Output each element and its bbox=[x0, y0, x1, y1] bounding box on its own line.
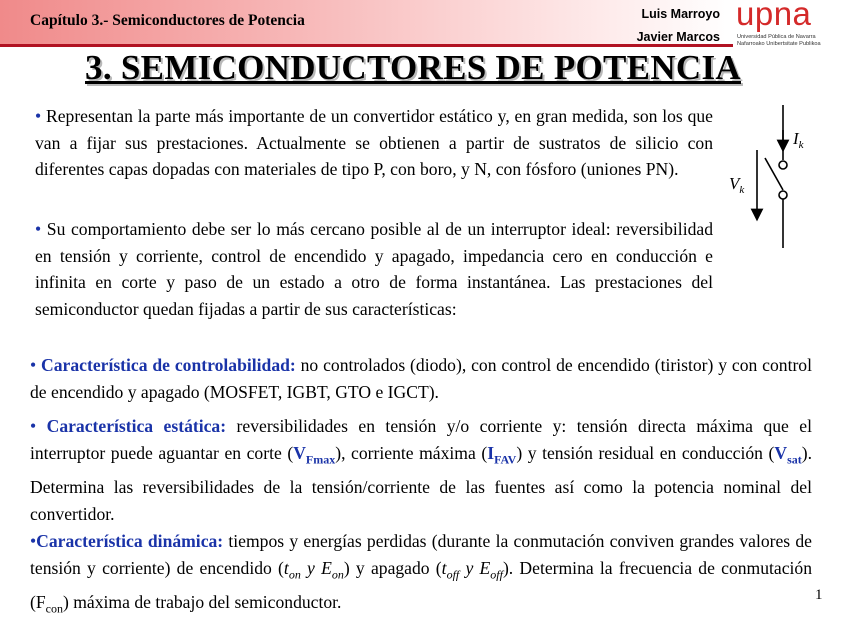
bullet-icon: • bbox=[30, 355, 37, 375]
page-number: 1 bbox=[815, 587, 823, 603]
current-label: $I_k$ bbox=[793, 129, 804, 151]
controlabilidad-label: Característica de controlabilidad: bbox=[41, 355, 296, 375]
upna-logo bbox=[736, 0, 848, 48]
switch-contact-top bbox=[779, 161, 787, 169]
dinamica-text-2: ) y apagado ( bbox=[343, 558, 442, 578]
switch-symbol bbox=[723, 100, 823, 250]
fcon-sub: con bbox=[45, 601, 63, 616]
author-name-2: Javier Marcos bbox=[636, 30, 720, 44]
dinamica-text-3: ). Determina la frecuencia de conmutación (F bbox=[30, 558, 813, 612]
header-divider bbox=[0, 44, 733, 47]
bullet-icon: • bbox=[35, 219, 42, 239]
paragraph-2-text: Su comportamiento debe ser lo más cercano posible al de un interruptor ideal: reversibilidad en tensión y corriente, control de encendido y apagado, impedancia cero en conducción e infinita en corte y paso de un estado a otro de forma instantánea. Las prestaciones del semiconductor quedan fijadas a partir de sus características: bbox=[35, 219, 713, 319]
controlabilidad-text: no controlados (diodo), con control de encendido (tiristor) y con control de encendido y apagado (MOSFET, IGBT, GTO e IGCT). bbox=[30, 355, 812, 402]
logo-subtitle-2: Nafarroako Unibertsitate Publikoa bbox=[737, 41, 821, 47]
toff-symbol: $t_{off}$ bbox=[441, 558, 460, 582]
bullet-icon: • bbox=[35, 106, 42, 126]
estatica-label: Característica estática: bbox=[46, 416, 227, 436]
estatica-text-4: ). Determina las reversibilidades de la tensión/corriente de las fuentes así como la potencia nominal del convertidor. bbox=[30, 443, 813, 524]
logo-subtitle-1: Universidad Pública de Navarra bbox=[737, 34, 816, 40]
paragraph-representan bbox=[35, 103, 713, 183]
eon-symbol: $E_{on}$ bbox=[321, 558, 344, 582]
paragraph-1-text: Representan la parte más importante de un convertidor estático y, en gran medida, son los que van a fijar sus prestaciones. Actualmente se obtienen a partir de sustratos de silicio con diferentes capas dopadas con materiales de tipo P, con boro, y N, con fósforo (uniones PN). bbox=[35, 106, 713, 179]
slide-title: 3. SEMICONDUCTORES DE POTENCIA bbox=[85, 48, 741, 87]
eoff-symbol: $E_{off}$ bbox=[479, 558, 503, 582]
paragraph-comportamiento bbox=[35, 216, 713, 322]
item-estatica bbox=[30, 413, 812, 528]
switch-contact-bottom bbox=[779, 191, 787, 199]
estatica-text-2: ), corriente máxima ( bbox=[335, 443, 488, 463]
item-controlabilidad bbox=[30, 352, 812, 406]
estatica-text-3: ) y tensión residual en conducción ( bbox=[516, 443, 775, 463]
vfmax-symbol: $V_{Fmax}$ bbox=[293, 443, 336, 467]
dinamica-text-4: ) máxima de trabajo del semiconductor. bbox=[62, 591, 342, 612]
dinamica-text-1: tiempos y energías perdidas (durante la conmutación conviven grandes valores de tensión y corriente) de encendido ( bbox=[30, 531, 812, 578]
dinamica-label: Característica dinámica: bbox=[36, 531, 224, 551]
ifav-symbol: $I_{FAV}$ bbox=[487, 443, 517, 467]
author-name-1: Luis Marroyo bbox=[641, 7, 720, 21]
bullet-icon: • bbox=[30, 531, 37, 551]
bullet-icon: • bbox=[30, 416, 37, 436]
chapter-title: Capítulo 3.- Semiconductores de Potencia bbox=[30, 12, 305, 29]
estatica-text-1: reversibilidades en tensión y/o corriente y: tensión directa máxima que el interruptor puede aguantar en corte ( bbox=[30, 416, 812, 463]
vsat-symbol: $V_{sat}$ bbox=[774, 443, 802, 467]
item-dinamica: •Característica dinámica: tiempos y energías perdidas (durante la conmutación conviven grandes valores de tensión y corriente) de encendido ($t_{on}$ y $E_{on}$) y apagado ($t_{off}$ y $E_{off}$). Determina la frecuencia de conmutación $(F_{con})$ máxima de trabajo del semiconductor. bbox=[30, 531, 813, 616]
logo-wordmark: upna bbox=[736, 0, 812, 32]
voltage-label: $V_k$ bbox=[729, 174, 745, 196]
ton-symbol: $t_{on}$ bbox=[283, 558, 301, 582]
